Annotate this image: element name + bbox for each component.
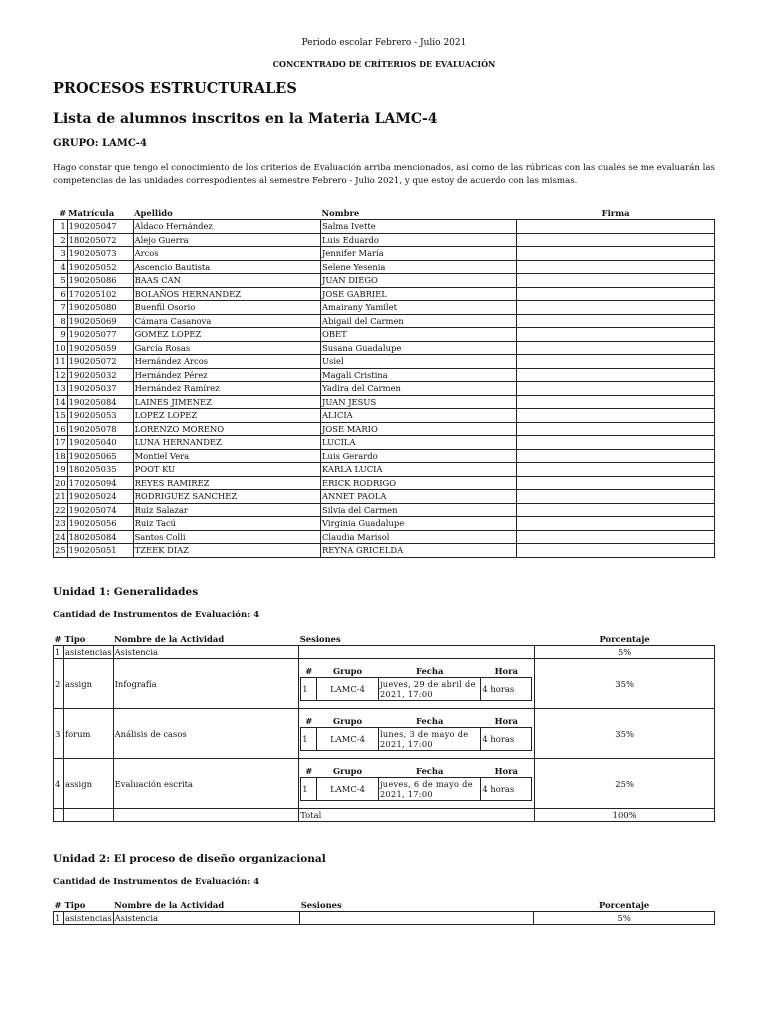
sessions-table: [300, 665, 532, 701]
ses-col-hora: Hora: [494, 765, 518, 776]
student-firma: [517, 314, 715, 328]
col-apellido: Apellido: [134, 208, 173, 218]
ses-col-fecha: Fecha: [415, 715, 444, 726]
student-row: [54, 476, 715, 490]
ses-col-hora: Hora: [494, 665, 518, 676]
students-table: [53, 207, 715, 558]
ses-col-fecha: Fecha: [415, 665, 444, 676]
eval-actividad: Análisis de casos: [113, 709, 299, 759]
student-matricula: 190205077: [67, 328, 133, 342]
sessions-table: [300, 715, 532, 751]
student-row: [54, 301, 715, 315]
student-nombre: Silvia del Carmen: [321, 503, 517, 517]
student-matricula: 190205073: [67, 247, 133, 261]
subject-title: PROCESOS ESTRUCTURALES: [53, 80, 297, 97]
student-matricula: 180205072: [67, 233, 133, 247]
unit1-col-porcentaje: Porcentaje: [599, 633, 650, 644]
student-matricula: 170205094: [67, 476, 133, 490]
ses-hora: 4 horas: [481, 777, 532, 800]
ses-num: 1: [301, 677, 317, 700]
student-num: 4: [54, 260, 68, 274]
unit2-col-sesiones: Sesiones: [300, 899, 342, 910]
student-num: 3: [54, 247, 68, 261]
student-num: 1: [54, 220, 68, 234]
student-firma: [517, 490, 715, 504]
student-nombre: REYNA GRICELDA: [321, 544, 517, 558]
student-row: [54, 247, 715, 261]
eval-num: 1: [54, 912, 64, 925]
ses-col-num: #: [305, 715, 313, 726]
student-matricula: 190205074: [67, 503, 133, 517]
student-firma: [517, 287, 715, 301]
student-matricula: 190205056: [67, 517, 133, 531]
session-row: [301, 777, 532, 800]
student-num: 2: [54, 233, 68, 247]
student-nombre: Luis Eduardo: [321, 233, 517, 247]
student-num: 19: [55, 464, 66, 475]
student-row: [54, 368, 715, 382]
student-nombre: Yadira del Carmen: [321, 382, 517, 396]
student-row: [54, 395, 715, 409]
student-apellido: Arcos: [133, 247, 320, 261]
student-apellido: Hernández Ramírez: [133, 382, 320, 396]
student-num: 5: [54, 274, 68, 288]
col-firma: Firma: [601, 208, 630, 218]
student-firma: [517, 544, 715, 558]
total-empty-3: [113, 809, 299, 822]
student-apellido: BAAS CAN: [133, 274, 320, 288]
unit1-header-row: [54, 632, 715, 646]
student-row: [54, 287, 715, 301]
student-num: 17: [55, 437, 66, 448]
consent-statement: Hago constar que tengo el conocimiento de los criterios de Evaluación arriba mencionados, así como de las rúbricas con las cuales se me evaluarán las competencias de las unidades correspodientes al semestre Febrero - Julio 2021, y que estoy de acuerdo con las mismas.: [53, 163, 715, 186]
student-nombre: Virginia Guadalupe: [321, 517, 517, 531]
student-apellido: García Rosas: [133, 341, 320, 355]
student-apellido: REYES RAMIREZ: [133, 476, 320, 490]
student-row: [54, 490, 715, 504]
student-firma: [517, 341, 715, 355]
student-firma: [517, 463, 715, 477]
student-nombre: KARLA LUCIA: [321, 463, 517, 477]
student-apellido: Buenfil Osorio: [133, 301, 320, 315]
list-title: Lista de alumnos inscritos en la Materia LAMC-4: [53, 111, 438, 127]
unit1-title: Unidad 1: Generalidades: [53, 586, 199, 598]
student-matricula: 190205065: [67, 449, 133, 463]
student-num: 11: [55, 356, 66, 367]
student-matricula: 190205052: [67, 260, 133, 274]
student-firma: [517, 449, 715, 463]
unit1-col-tipo: Tipo: [64, 633, 86, 644]
student-row: [54, 233, 715, 247]
student-nombre: LUCILA: [321, 436, 517, 450]
student-num: 7: [54, 301, 68, 315]
student-firma: [517, 220, 715, 234]
student-apellido: Hernández Pérez: [133, 368, 320, 382]
unit2-col-actividad: Nombre de la Actividad: [114, 899, 225, 910]
student-apellido: Cámara Casanova: [133, 314, 320, 328]
ses-col-num: #: [305, 765, 313, 776]
student-firma: [517, 436, 715, 450]
student-firma: [517, 301, 715, 315]
student-num: 18: [55, 450, 66, 461]
eval-actividad: Asistencia: [113, 646, 299, 659]
student-nombre: Abigail del Carmen: [321, 314, 517, 328]
student-matricula: 190205037: [67, 382, 133, 396]
student-firma: [517, 233, 715, 247]
concentrado-header: CONCENTRADO DE CRÍTERIOS DE EVALUACIÓN: [272, 59, 496, 69]
student-matricula: 190205051: [67, 544, 133, 558]
eval-sesiones: [299, 659, 535, 709]
student-row: [54, 355, 715, 369]
ses-col-grupo: Grupo: [333, 665, 363, 676]
student-nombre: ALICIA: [321, 409, 517, 423]
student-row: [54, 220, 715, 234]
student-firma: [517, 517, 715, 531]
student-apellido: Aldaco Hernández: [133, 220, 320, 234]
student-apellido: TZEEK DIAZ: [133, 544, 320, 558]
eval-sesiones: [299, 759, 535, 809]
student-num: 24: [55, 531, 66, 542]
student-nombre: Claudia Marisol: [321, 530, 517, 544]
student-apellido: GOMEZ LOPEZ: [133, 328, 320, 342]
student-matricula: 180205035: [67, 463, 133, 477]
student-apellido: Alejo Guerra: [133, 233, 320, 247]
eval-sesiones: [300, 912, 534, 925]
student-nombre: Jennifer María: [321, 247, 517, 261]
student-matricula: 190205032: [67, 368, 133, 382]
total-value: 100%: [535, 809, 715, 822]
student-matricula: 190205024: [67, 490, 133, 504]
student-apellido: Santos Colli: [133, 530, 320, 544]
student-num: 14: [55, 396, 66, 407]
eval-row: [54, 759, 715, 809]
col-nombre: Nombre: [321, 208, 360, 218]
student-nombre: Luis Gerardo: [321, 449, 517, 463]
student-matricula: 190205069: [67, 314, 133, 328]
student-row: [54, 260, 715, 274]
student-matricula: 190205078: [67, 422, 133, 436]
unit1-col-sesiones: Sesiones: [299, 633, 341, 644]
ses-grupo: LAMC-4: [317, 777, 379, 800]
eval-tipo: assign: [63, 759, 113, 809]
student-nombre: Susana Guadalupe: [321, 341, 517, 355]
student-row: [54, 382, 715, 396]
student-firma: [517, 395, 715, 409]
eval-tipo: assign: [63, 659, 113, 709]
unit2-col-porcentaje: Porcentaje: [599, 899, 650, 910]
unit1-col-actividad: Nombre de la Actividad: [114, 633, 225, 644]
student-apellido: Hernández Arcos: [133, 355, 320, 369]
student-nombre: Selene Yesenia: [321, 260, 517, 274]
total-empty-1: [54, 809, 64, 822]
eval-tipo: asistencias: [64, 647, 112, 657]
student-nombre: JUAN DIEGO: [321, 274, 517, 288]
unit2-col-tipo: Tipo: [64, 899, 86, 910]
group-label: GRUPO: LAMC-4: [53, 138, 147, 149]
student-num: 15: [55, 410, 66, 421]
student-firma: [517, 422, 715, 436]
student-firma: [517, 409, 715, 423]
session-row: [301, 727, 532, 750]
student-firma: [517, 260, 715, 274]
student-firma: [517, 355, 715, 369]
student-row: [54, 314, 715, 328]
student-num: 20: [55, 477, 66, 488]
eval-row: [54, 912, 715, 925]
ses-fecha: jueves, 6 de mayo de 2021, 17:00: [378, 777, 480, 800]
student-num: 13: [55, 383, 66, 394]
ses-num: 1: [301, 777, 317, 800]
student-matricula: 190205086: [67, 274, 133, 288]
student-firma: [517, 247, 715, 261]
student-apellido: Ruiz Salazar: [133, 503, 320, 517]
student-row: [54, 449, 715, 463]
student-apellido: Ascencio Bautista: [133, 260, 320, 274]
ses-col-fecha: Fecha: [415, 765, 444, 776]
student-apellido: RODRIGUEZ SANCHEZ: [133, 490, 320, 504]
eval-total-row: [54, 809, 715, 822]
unit2-eval-table: [53, 898, 715, 925]
student-matricula: 190205059: [67, 341, 133, 355]
student-apellido: Montiel Vera: [133, 449, 320, 463]
student-firma: [517, 530, 715, 544]
student-firma: [517, 274, 715, 288]
ses-col-hora: Hora: [494, 715, 518, 726]
student-nombre: Magali Cristina: [321, 368, 517, 382]
unit1-eval-table: [53, 632, 715, 822]
student-row: [54, 274, 715, 288]
student-row: [54, 436, 715, 450]
student-firma: [517, 476, 715, 490]
unit2-header-row: [54, 898, 715, 912]
period-header: Periodo escolar Febrero - Julio 2021: [301, 38, 467, 48]
student-matricula: 190205047: [67, 220, 133, 234]
eval-actividad: Evaluación escrita: [113, 759, 299, 809]
student-apellido: LAINES JIMENEZ: [133, 395, 320, 409]
unit1-col-num: #: [54, 633, 62, 644]
student-row: [54, 503, 715, 517]
unit1-count: Cantidad de Instrumentos de Evaluación: 4: [53, 610, 260, 620]
eval-porcentaje: 5%: [535, 646, 715, 659]
students-header-row: [54, 207, 715, 220]
student-num: 9: [54, 328, 68, 342]
sessions-table: [300, 765, 532, 801]
student-apellido: LOPEZ LOPEZ: [133, 409, 320, 423]
student-matricula: 180205084: [67, 530, 133, 544]
student-num: 10: [55, 342, 66, 353]
eval-sesiones: [299, 709, 535, 759]
eval-porcentaje: 35%: [535, 709, 715, 759]
student-num: 8: [54, 314, 68, 328]
student-num: 25: [55, 545, 66, 556]
ses-col-grupo: Grupo: [333, 715, 363, 726]
student-firma: [517, 368, 715, 382]
eval-row: [54, 709, 715, 759]
student-matricula: 190205084: [67, 395, 133, 409]
unit2-col-num: #: [54, 899, 62, 910]
student-nombre: JUAN JESUS: [321, 395, 517, 409]
unit2-count: Cantidad de Instrumentos de Evaluación: 4: [53, 877, 260, 887]
ses-fecha: jueves, 29 de abril de 2021, 17:00: [378, 677, 480, 700]
eval-num: 3: [54, 709, 64, 759]
student-matricula: 190205053: [67, 409, 133, 423]
student-firma: [517, 382, 715, 396]
eval-num: 1: [54, 646, 64, 659]
eval-porcentaje: 25%: [535, 759, 715, 809]
student-row: [54, 544, 715, 558]
student-apellido: POOT KU: [133, 463, 320, 477]
ses-grupo: LAMC-4: [317, 677, 379, 700]
eval-actividad: Infografía: [113, 659, 299, 709]
col-matricula: Matrícula: [68, 208, 115, 218]
student-nombre: Amairany Yamilet: [321, 301, 517, 315]
student-apellido: LUNA HERNANDEZ: [133, 436, 320, 450]
eval-tipo: asistencias: [64, 913, 112, 923]
student-row: [54, 422, 715, 436]
student-apellido: LORENZO MORENO: [133, 422, 320, 436]
student-num: 6: [54, 287, 68, 301]
student-nombre: JOSE GABRIEL: [321, 287, 517, 301]
student-num: 21: [55, 491, 66, 502]
eval-num: 4: [54, 759, 64, 809]
ses-fecha: lunes, 3 de mayo de 2021, 17:00: [378, 727, 480, 750]
eval-num: 2: [54, 659, 64, 709]
student-row: [54, 328, 715, 342]
total-label: Total: [299, 809, 535, 822]
student-apellido: Ruiz Tacú: [133, 517, 320, 531]
student-row: [54, 463, 715, 477]
student-matricula: 190205072: [67, 355, 133, 369]
student-firma: [517, 328, 715, 342]
student-apellido: BOLAÑOS HERNANDEZ: [133, 287, 320, 301]
ses-hora: 4 horas: [481, 727, 532, 750]
eval-row: [54, 646, 715, 659]
total-empty-2: [63, 809, 113, 822]
student-nombre: Salma Ivette: [321, 220, 517, 234]
ses-col-num: #: [305, 665, 313, 676]
eval-porcentaje: 35%: [535, 659, 715, 709]
student-row: [54, 517, 715, 531]
student-num: 22: [55, 504, 66, 515]
eval-row: [54, 659, 715, 709]
ses-num: 1: [301, 727, 317, 750]
eval-sesiones: [299, 646, 535, 659]
student-matricula: 190205040: [67, 436, 133, 450]
student-firma: [517, 503, 715, 517]
student-matricula: 190205080: [67, 301, 133, 315]
student-nombre: JOSE MARIO: [321, 422, 517, 436]
student-nombre: ERICK RODRIGO: [321, 476, 517, 490]
student-row: [54, 409, 715, 423]
ses-hora: 4 horas: [481, 677, 532, 700]
eval-tipo: forum: [63, 709, 113, 759]
col-num: #: [59, 208, 67, 218]
student-nombre: OBET: [321, 328, 517, 342]
student-num: 16: [55, 423, 66, 434]
unit2-title: Unidad 2: El proceso de diseño organizacional: [53, 853, 326, 865]
student-num: 23: [55, 518, 66, 529]
session-row: [301, 677, 532, 700]
student-row: [54, 341, 715, 355]
student-matricula: 170205102: [67, 287, 133, 301]
ses-grupo: LAMC-4: [317, 727, 379, 750]
student-nombre: Usiel: [321, 355, 517, 369]
student-row: [54, 530, 715, 544]
student-nombre: ANNET PAOLA: [321, 490, 517, 504]
eval-actividad: Asistencia: [113, 912, 300, 925]
eval-porcentaje: 5%: [534, 912, 715, 925]
student-num: 12: [55, 369, 66, 380]
ses-col-grupo: Grupo: [333, 765, 363, 776]
